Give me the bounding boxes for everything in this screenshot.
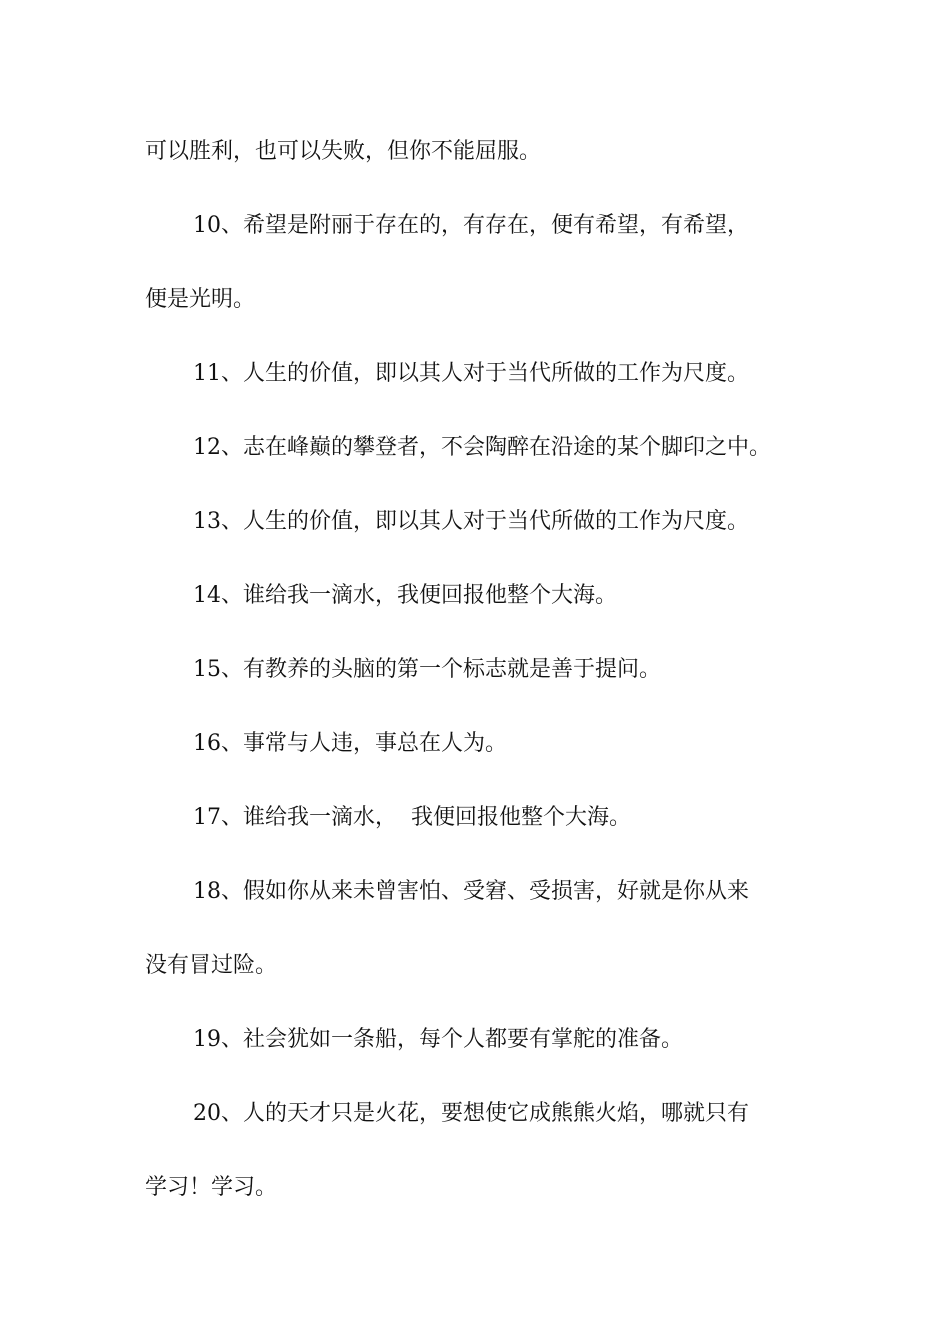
text-line-item-16: 16、事常与人违，事总在人为。 [193, 731, 507, 756]
document-body [145, 130, 815, 1240]
text-line-item-11: 11、人生的价值，即以其人对于当代所做的工作为尺度。 [193, 361, 749, 386]
text-line-item-18: 18、假如你从来未曾害怕、受窘、受损害，好就是你从来 [193, 879, 749, 904]
text-line-item-10: 10、希望是附丽于存在的，有存在，便有希望，有希望， [193, 213, 749, 238]
text-line-item-14: 14、谁给我一滴水，我便回报他整个大海。 [193, 583, 617, 608]
text-line-item-20-continuation: 学习！学习。 [145, 1175, 278, 1200]
text-line-item-20: 20、人的天才只是火花，要想使它成熊熊火焰，哪就只有 [193, 1101, 749, 1126]
text-line-continuation: 可以胜利，也可以失败，但你不能屈服。 [145, 139, 542, 164]
text-line-item-10-continuation: 便是光明。 [145, 287, 256, 312]
text-line-item-15: 15、有教养的头脑的第一个标志就是善于提问。 [193, 657, 661, 682]
text-line-item-18-continuation: 没有冒过险。 [145, 953, 278, 978]
text-line-item-13: 13、人生的价值，即以其人对于当代所做的工作为尺度。 [193, 509, 749, 534]
text-line-item-12: 12、志在峰巅的攀登者，不会陶醉在沿途的某个脚印之中。 [193, 435, 771, 460]
text-line-item-19: 19、社会犹如一条船，每个人都要有掌舵的准备。 [193, 1027, 683, 1052]
text-line-item-17: 17、谁给我一滴水， 我便回报他整个大海。 [193, 805, 631, 830]
